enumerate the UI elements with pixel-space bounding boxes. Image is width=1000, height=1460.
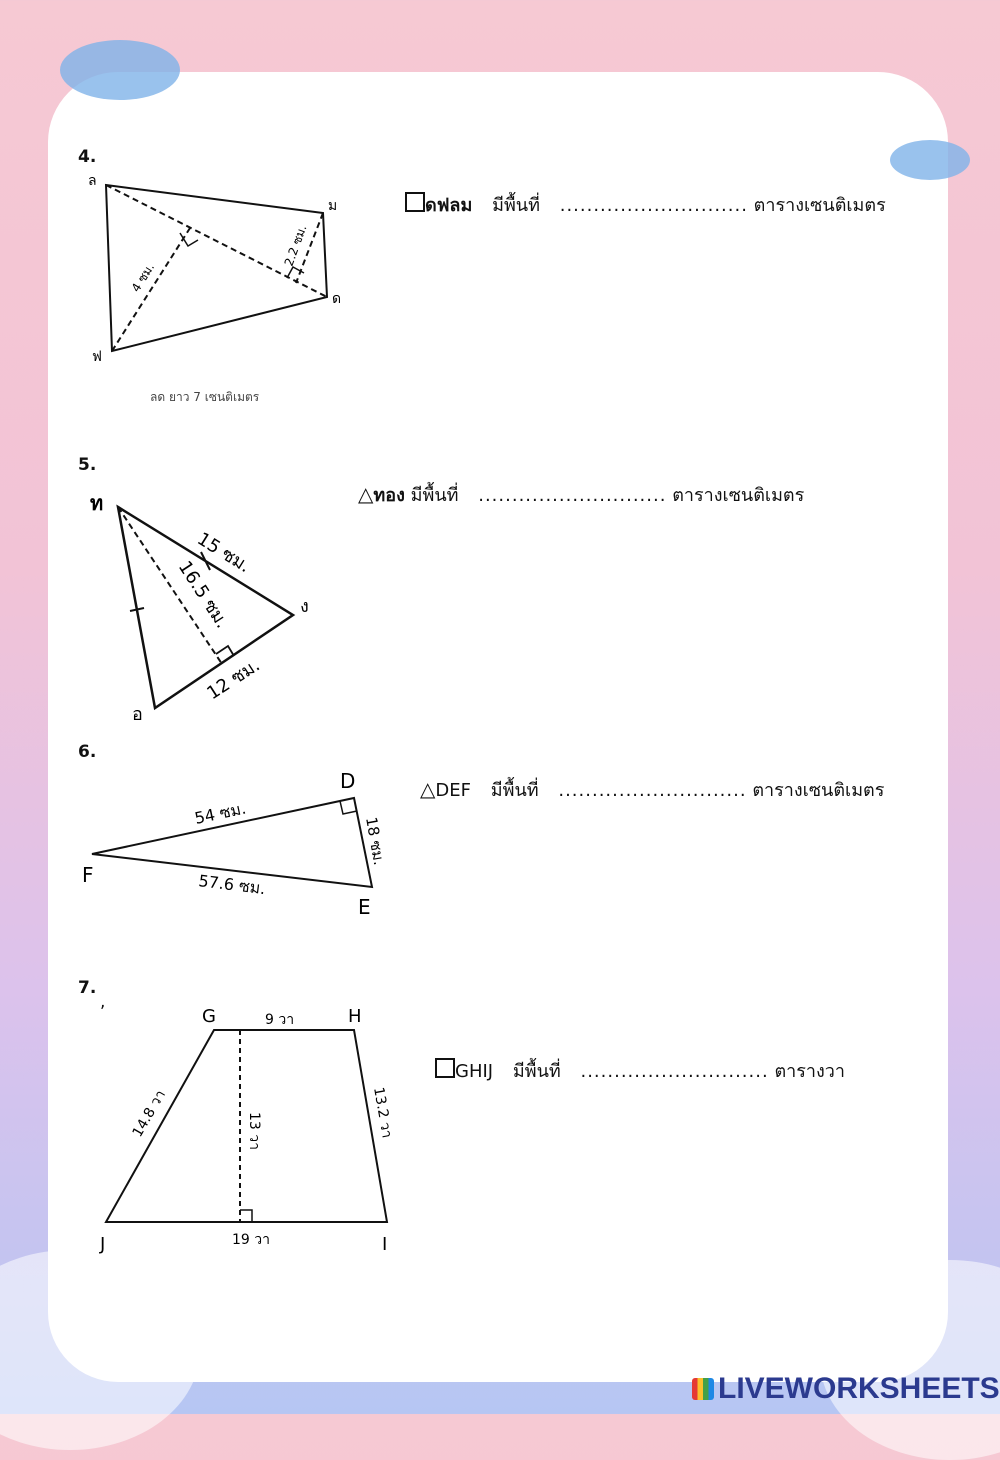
problem-4-figure: [80, 165, 370, 415]
answer-blank[interactable]: ............................: [478, 485, 667, 506]
problem-6-statement: [420, 775, 884, 804]
has-area-text: มีพื้นที่: [410, 485, 459, 506]
measure-label: 18 ซม.: [362, 815, 389, 867]
right-angle-mark: [240, 1210, 252, 1222]
liveworksheets-logo: [692, 1372, 1000, 1406]
triangle-icon: △: [358, 482, 374, 506]
unit-text: ตารางเซนติเมตร: [752, 780, 885, 801]
answer-blank[interactable]: ............................: [558, 780, 747, 801]
has-area-text: มีพื้นที่: [492, 195, 540, 216]
measure-label: 57.6 ซม.: [197, 871, 267, 899]
measure-label: 15 ซม.: [193, 528, 255, 578]
problem-5-statement: [358, 480, 804, 509]
right-angle-mark: [287, 267, 304, 278]
problem-6-figure: [78, 760, 398, 925]
height-line: [112, 228, 190, 351]
vertex-label: J: [100, 1234, 106, 1255]
has-area-text: มีพื้นที่: [512, 1061, 561, 1082]
airplane-decoration-icon: [60, 40, 180, 100]
measure-label: 4 ซม.: [128, 260, 158, 295]
problem-5-number: 5.: [78, 455, 97, 475]
unit-text: ตารางเซนติเมตร: [753, 195, 886, 216]
vertex-label: ม: [328, 198, 338, 214]
vertex-label: ด: [332, 291, 342, 307]
vertex-label: D: [340, 769, 356, 793]
measure-label: 16.5 ซม.: [173, 557, 233, 633]
vertex-label: H: [348, 1006, 362, 1027]
problem-7-statement: [435, 1056, 845, 1085]
shape-name: ทอง: [373, 485, 405, 506]
unit-text: ตารางเซนติเมตร: [672, 485, 805, 506]
vertex-label: F: [82, 863, 94, 887]
stray-mark: ,: [100, 992, 106, 1012]
vertex-label: อ: [132, 704, 143, 725]
measure-label: 14.8 วา: [129, 1087, 170, 1140]
vertex-label: ง: [300, 596, 309, 617]
answer-blank[interactable]: ............................: [580, 1061, 769, 1082]
vertex-label: ฟ: [92, 349, 102, 365]
vertex-label: I: [382, 1234, 388, 1255]
right-angle-mark: [216, 646, 234, 656]
measure-label: 12 ซม.: [203, 654, 264, 705]
unit-text: ตารางวา: [774, 1061, 846, 1082]
problem-5-figure: [80, 480, 340, 730]
logo-icon: [692, 1378, 714, 1400]
square-icon: [435, 1058, 455, 1078]
square-icon: [405, 192, 425, 212]
shape-name: DEF: [435, 780, 471, 801]
problem-6-number: 6.: [78, 742, 97, 762]
airplane-decoration-icon: [890, 140, 970, 180]
vertex-label: ท: [90, 491, 104, 515]
shape-name: GHIJ: [455, 1061, 494, 1082]
logo-text: LIVEWORKSHEETS: [718, 1372, 1000, 1405]
measure-label: 13 วา: [246, 1112, 262, 1150]
measure-label: 2.2 ซม.: [281, 223, 310, 269]
answer-blank[interactable]: ............................: [559, 195, 748, 216]
measure-label: 19 วา: [232, 1232, 270, 1248]
problem-7-figure: [90, 1000, 410, 1260]
shape-name: ดฟลม: [425, 195, 473, 216]
figure-caption: ลด ยาว 7 เซนติเมตร: [150, 390, 260, 404]
measure-label: 9 วา: [265, 1012, 295, 1028]
measure-label: 13.2 วา: [370, 1085, 395, 1140]
triangle-icon: △: [420, 777, 436, 801]
problem-4-number: 4.: [78, 147, 97, 167]
vertex-label: ล: [88, 173, 97, 189]
vertex-label: E: [358, 895, 371, 919]
measure-label: 54 ซม.: [192, 798, 248, 828]
problem-7-number: 7.: [78, 978, 97, 998]
vertex-label: G: [202, 1006, 216, 1027]
has-area-text: มีพื้นที่: [490, 780, 539, 801]
problem-4-statement: [405, 190, 886, 219]
